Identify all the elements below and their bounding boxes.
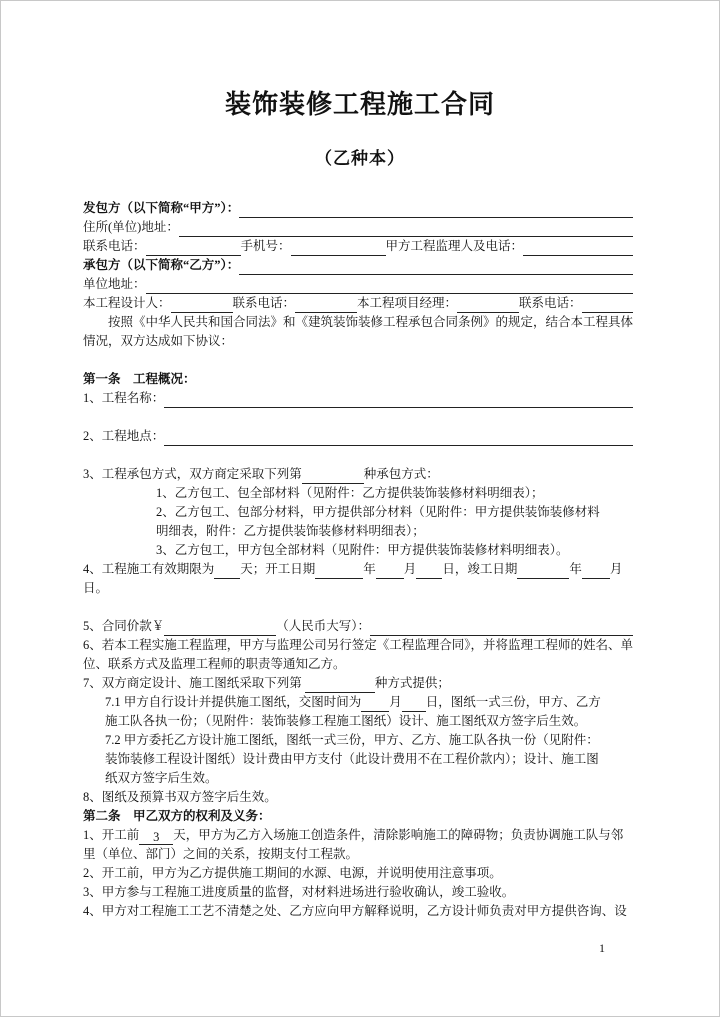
blank-field	[214, 565, 240, 579]
document-line	[156, 484, 633, 503]
line-text: 1、开工前	[83, 828, 140, 842]
blank-field	[146, 242, 241, 256]
line-text: 天；开工日期	[240, 562, 316, 576]
blank-field	[164, 394, 633, 408]
document-line	[83, 218, 633, 237]
blank-field	[302, 470, 364, 484]
line-text: 第二条 甲乙双方的权利及义务：	[83, 809, 271, 823]
document-line	[156, 522, 633, 541]
line-text: 装饰装修工程设计图纸）设计费由甲方支付（此设计费用不在工程价款内）；设计、施工图	[105, 752, 599, 766]
blank-field	[164, 622, 276, 636]
document-line	[83, 465, 633, 484]
document-line	[105, 731, 633, 750]
document-line	[83, 237, 633, 256]
line-text: 3、乙方包工，甲方包全部材料（见附件：甲方提供装饰装修材料明细表）。	[156, 543, 569, 557]
document-line	[105, 693, 633, 712]
document-line	[83, 294, 633, 313]
line-text: 按照《中华人民共和国合同法》和《建筑装饰装修工程承包合同条例》的规定，结合本工程具体	[83, 315, 634, 329]
document-line	[83, 579, 633, 598]
line-text: 1、工程名称：	[83, 391, 165, 405]
line-text: 承包方（以下简称“乙方”）：	[83, 258, 240, 272]
line-text: 6、若本工程实施工程监理，甲方与监理公司另行签定《工程监理合同》，并将监理工程师的姓名、单	[83, 638, 634, 652]
line-text: （人民币大写）：	[276, 619, 371, 633]
document-line	[105, 769, 633, 788]
blank-field	[582, 299, 633, 313]
line-text: 施工队各执一份；（见附件：装饰装修工程施工图纸）设计、施工图纸双方签字后生效。	[105, 714, 587, 728]
page-number: 1	[599, 941, 605, 955]
line-text: 种方式提供；	[374, 676, 450, 690]
line-text: 第一条 工程概况：	[83, 372, 196, 386]
line-text: 联系电话：	[519, 296, 582, 310]
document-line	[83, 807, 633, 826]
document-line	[83, 636, 633, 655]
blank-field	[146, 280, 633, 294]
document-line	[156, 541, 633, 560]
document-line	[83, 655, 633, 674]
line-text: 发包方（以下简称“甲方”）：	[83, 201, 240, 215]
line-text: 年	[569, 562, 582, 576]
document-line	[83, 560, 633, 579]
document-line	[83, 389, 633, 408]
line-text: 本工程项目经理：	[357, 296, 458, 310]
blank-field	[457, 299, 519, 313]
blank-field	[523, 242, 633, 256]
line-text: 住所(单位)地址：	[83, 220, 179, 234]
line-text: 手机号：	[240, 239, 291, 253]
line-text: 月	[403, 562, 417, 576]
line-text: 日，图纸一式三份，甲方、乙方	[425, 695, 601, 709]
blank-field	[291, 242, 386, 256]
line-text: 联系电话：	[83, 239, 146, 253]
line-text: 天，甲方为乙方入场施工创造条件，清除影响施工的障碍物；负责协调施工队与邻	[173, 828, 624, 842]
document-line	[83, 427, 633, 446]
line-text: 本工程设计人：	[83, 296, 171, 310]
line-text: 日。	[83, 581, 109, 595]
document-line	[83, 370, 633, 389]
document-line	[83, 256, 633, 275]
blank-field	[164, 432, 633, 446]
line-text: 单位地址：	[83, 277, 146, 291]
line-text: 7.2 甲方委托乙方设计施工图纸，图纸一式三份，甲方、乙方、施工队各执一份（见附件：	[105, 733, 599, 747]
line-text: 种承包方式：	[363, 467, 439, 481]
document-line	[83, 313, 633, 332]
document-body	[83, 199, 633, 921]
line-text: 日，竣工日期	[442, 562, 518, 576]
line-text: 联系电话：	[232, 296, 296, 310]
spacer-line	[83, 598, 633, 617]
line-text: 4、工程施工有效期限为	[83, 562, 215, 576]
document-line	[83, 788, 633, 807]
line-text: 年	[363, 562, 376, 576]
line-text: 月	[609, 562, 623, 576]
line-text: 月	[389, 695, 402, 709]
line-text: 7、双方商定设计、施工图纸采取下列第	[83, 676, 305, 690]
line-text: 3、工程承包方式，双方商定采取下列第	[83, 467, 302, 481]
line-text: 5、合同价款￥	[83, 619, 165, 633]
document-line	[105, 750, 633, 769]
document-line	[83, 275, 633, 294]
line-text: 7.1 甲方自行设计并提供施工图纸，交图时间为	[105, 695, 362, 709]
document-line	[83, 332, 633, 351]
document-title: 装饰装修工程施工合同	[224, 90, 495, 119]
blank-field	[517, 565, 569, 579]
line-text: 纸双方签字后生效。	[105, 771, 218, 785]
blank-field	[239, 261, 633, 275]
line-text: 8、图纸及预算书双方签字后生效。	[83, 790, 277, 804]
blank-field	[361, 698, 389, 712]
blank-field	[376, 565, 404, 579]
line-text: 明细表，附件：乙方提供装饰装修材料明细表）；	[156, 524, 425, 538]
blank-field	[179, 223, 633, 237]
line-text: 位、联系方式及监理工程师的职责等通知乙方。	[83, 657, 346, 671]
blank-field	[582, 565, 610, 579]
line-text: 4、甲方对工程施工工艺不清楚之处、乙方应向甲方解释说明，乙方设计师负责对甲方提供咨询、设	[83, 904, 627, 918]
line-text: 2、乙方包工、包部分材料，甲方提供部分材料（见附件：甲方提供装饰装修材料	[156, 505, 600, 519]
document-line	[83, 845, 633, 864]
blank-field: 3	[139, 830, 173, 845]
line-text: 甲方工程监理人及电话：	[385, 239, 524, 253]
document-subtitle: （乙种本）	[315, 149, 405, 168]
document-line	[83, 826, 633, 845]
document-line	[105, 712, 633, 731]
document-line	[83, 674, 633, 693]
line-text: 2、开工前，甲方为乙方提供施工期间的水源、电源，并说明使用注意事项。	[83, 866, 502, 880]
document-line	[83, 864, 633, 883]
line-text: 里（单位、部门）之间的关系，按期支付工程款。	[83, 847, 359, 861]
blank-field	[370, 622, 633, 636]
blank-field	[402, 698, 426, 712]
spacer-line	[83, 446, 633, 465]
document-line	[83, 902, 633, 921]
blank-field	[416, 565, 442, 579]
document-line	[83, 617, 633, 636]
line-text: 情况，双方达成如下协议：	[83, 334, 234, 348]
spacer-line	[83, 408, 633, 427]
blank-field	[295, 299, 357, 313]
line-text: 3、甲方参与工程施工进度质量的监督，对材料进场进行验收确认，竣工验收。	[83, 885, 515, 899]
blank-field	[305, 679, 375, 693]
document-line	[156, 503, 633, 522]
line-text: 1、乙方包工、包全部材料（见附件：乙方提供装饰装修材料明细表）；	[156, 486, 544, 500]
blank-field	[315, 565, 363, 579]
blank-field	[239, 204, 633, 218]
document-line	[83, 199, 633, 218]
spacer-line	[83, 351, 633, 370]
document-line	[83, 883, 633, 902]
blank-field	[171, 299, 233, 313]
line-text: 2、工程地点：	[83, 429, 165, 443]
